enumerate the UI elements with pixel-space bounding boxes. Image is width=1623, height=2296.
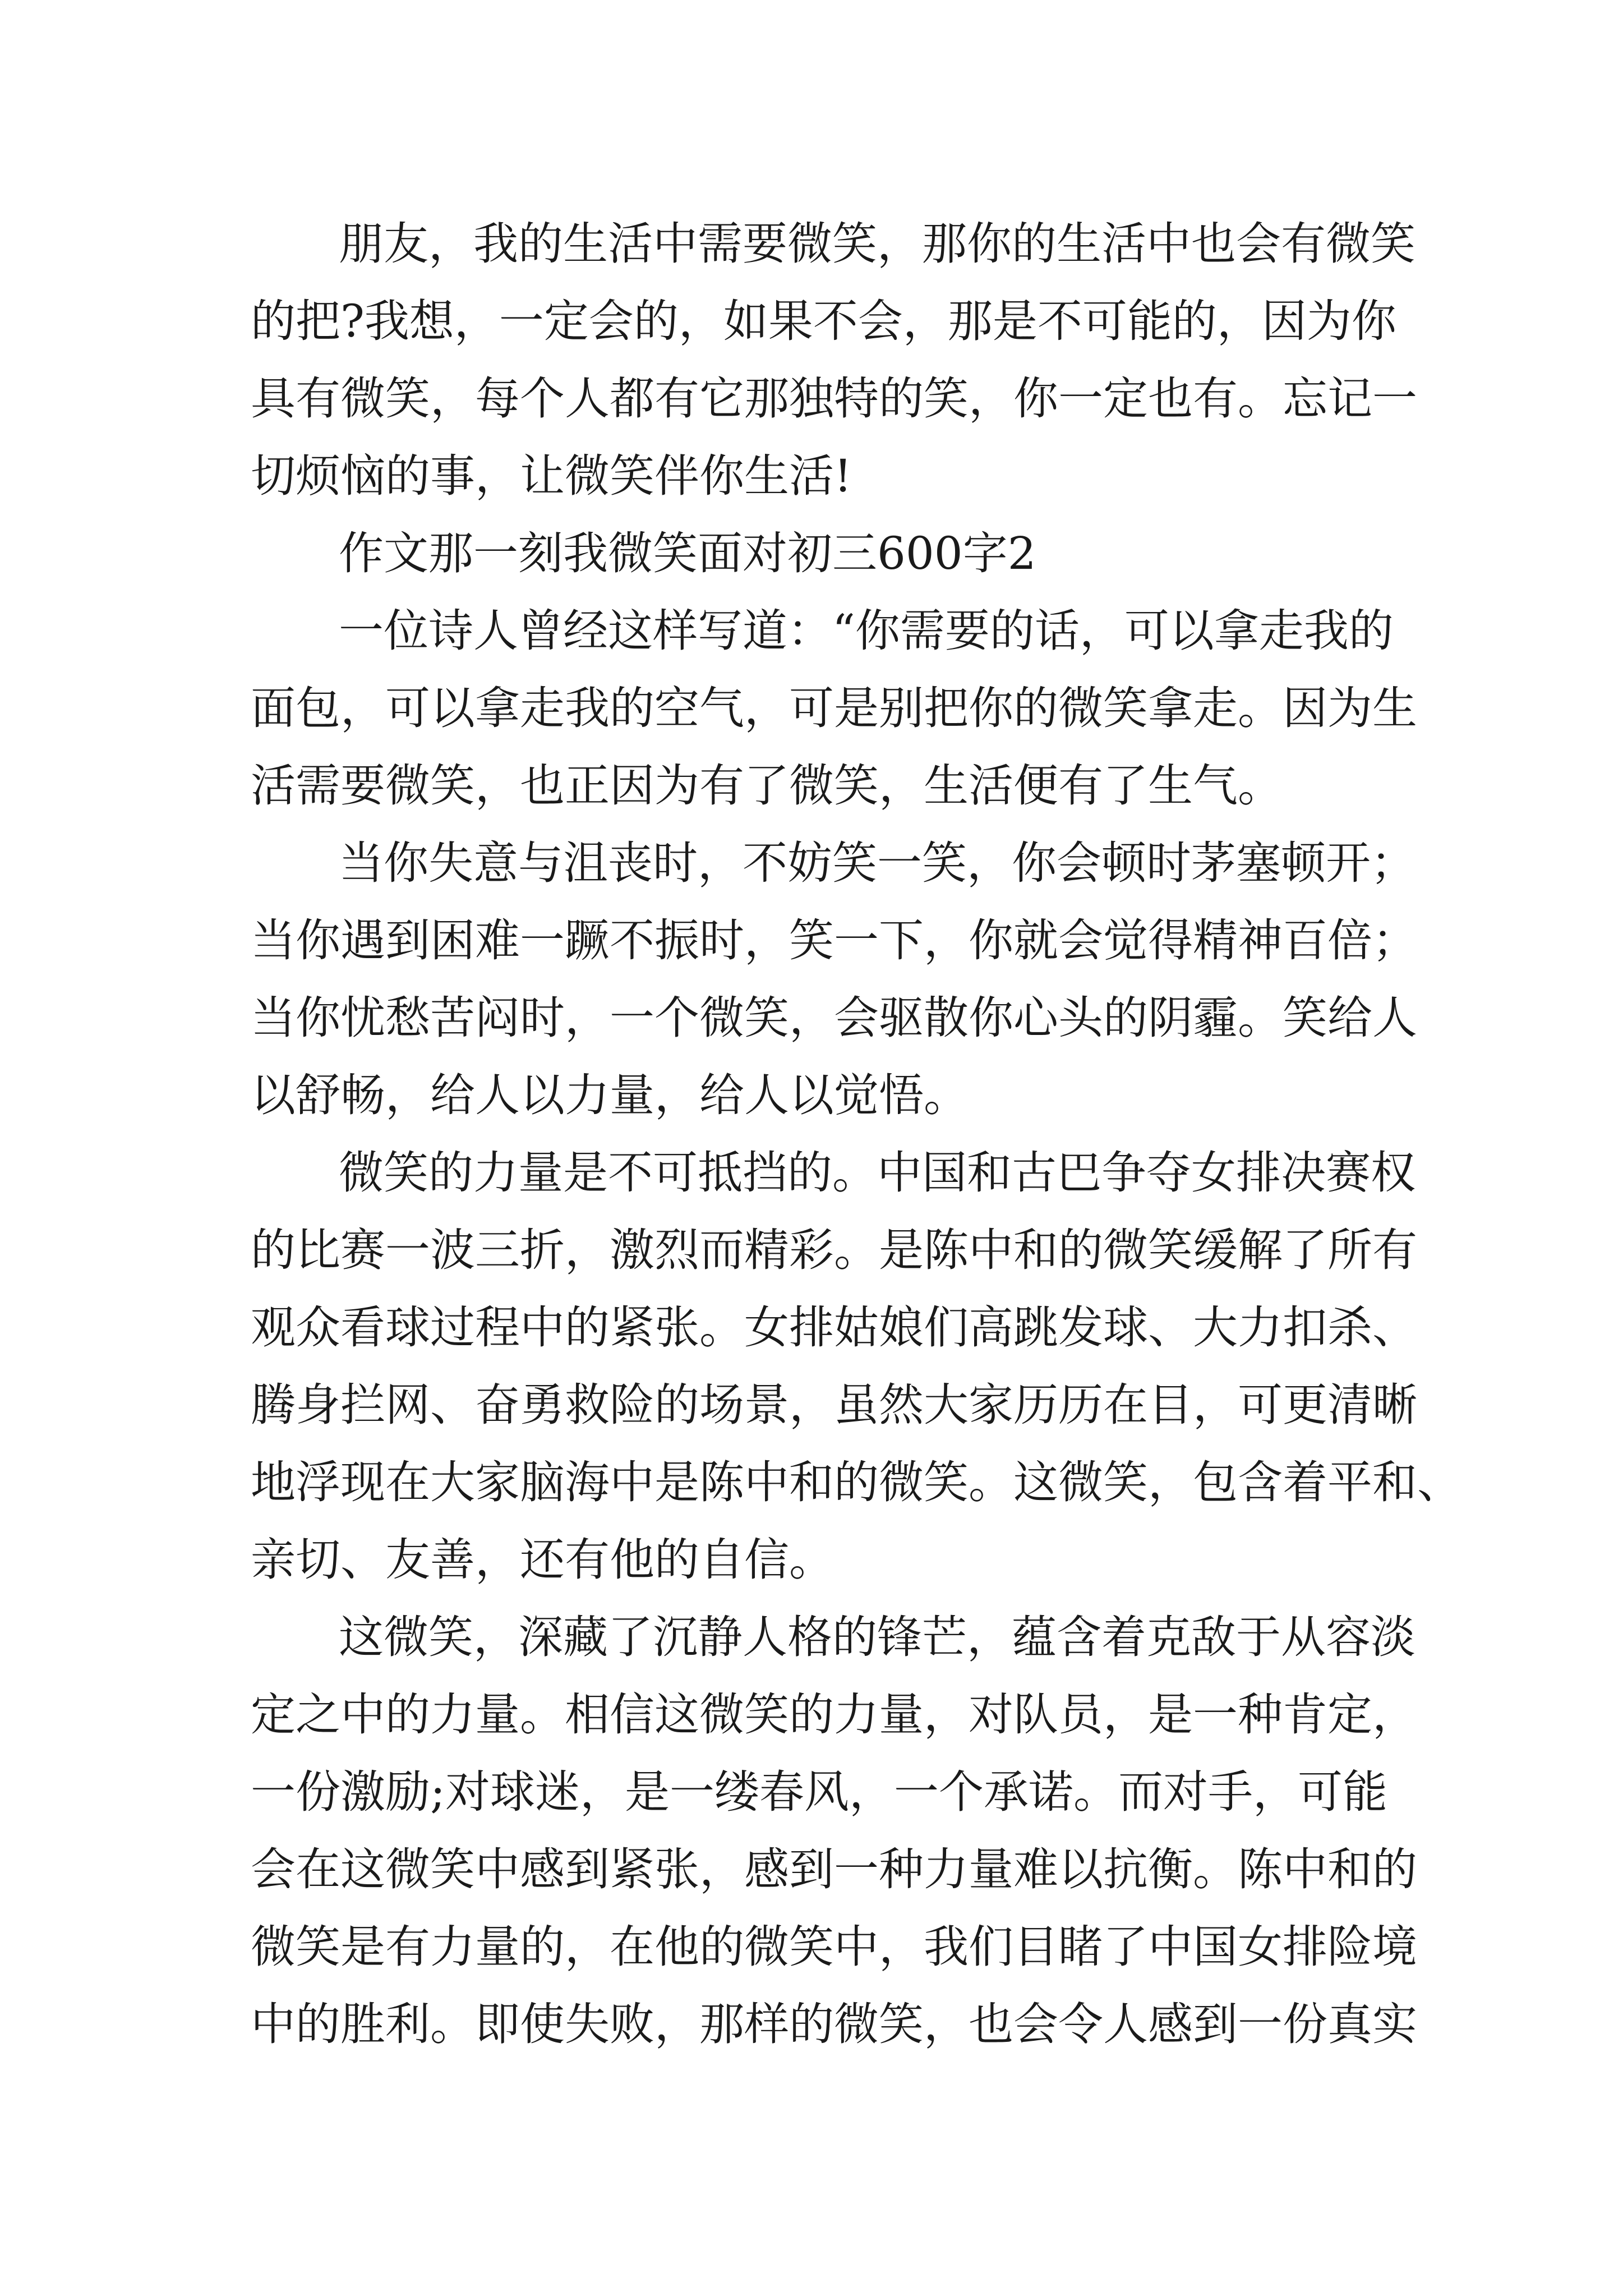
text-line: 微笑是有力量的，在他的微笑中，我们目睹了中国女排险境 [251,1921,1417,1973]
text-line: 定之中的力量。相信这微笑的力量，对队员，是一种肯定， [251,1688,1417,1741]
text-line: 具有微笑，每个人都有它那独特的笑，你一定也有。忘记一 [251,372,1417,425]
text-line: 面包，可以拿走我的空气，可是别把你的微笑拿走。因为生 [251,682,1417,734]
text-line: 的比赛一波三折，激烈而精彩。是陈中和的微笑缓解了所有 [251,1224,1417,1276]
text-line: 地浮现在大家脑海中是陈中和的微笑。这微笑，包含着平和、 [251,1456,1462,1508]
text-line: 当你遇到困难一蹶不振时，笑一下，你就会觉得精神百倍； [251,914,1417,967]
text-line: 一份激励;对球迷，是一缕春风，一个承诺。而对手，可能 [251,1766,1387,1818]
text-line: 一位诗人曾经这样写道：“你需要的话，可以拿走我的 [339,605,1394,657]
text-line: 切烦恼的事，让微笑伴你生活! [251,450,852,502]
text-line: 观众看球过程中的紧张。女排姑娘们高跳发球、大力扣杀、 [251,1301,1417,1354]
text-line: 这微笑，深藏了沉静人格的锋芒，蕴含着克敌于从容淡 [339,1611,1415,1663]
section-heading: 作文那一刻我微笑面对初三600字2 [339,527,1036,579]
text-line: 当你失意与沮丧时，不妨笑一笑，你会顿时茅塞顿开； [339,837,1415,889]
text-line: 朋友，我的生活中需要微笑，那你的生活中也会有微笑 [339,218,1415,270]
text-line: 的把?我想，一定会的，如果不会，那是不可能的，因为你 [251,295,1396,347]
text-line: 活需要微笑，也正因为有了微笑，生活便有了生气。 [251,760,1283,812]
text-line: 会在这微笑中感到紧张，感到一种力量难以抗衡。陈中和的 [251,1843,1417,1895]
text-line: 当你忧愁苦闷时，一个微笑，会驱散你心头的阴霾。笑给人 [251,992,1417,1044]
text-line: 以舒畅，给人以力量，给人以觉悟。 [251,1069,969,1121]
text-line: 中的胜利。即使失败，那样的微笑，也会令人感到一份真实 [251,1998,1417,2050]
text-line: 亲切、友善，还有他的自信。 [251,1534,834,1586]
text-line: 腾身拦网、奋勇救险的场景，虽然大家历历在目，可更清晰 [251,1379,1417,1431]
text-line: 微笑的力量是不可抵挡的。中国和古巴争夺女排决赛权 [339,1147,1415,1199]
